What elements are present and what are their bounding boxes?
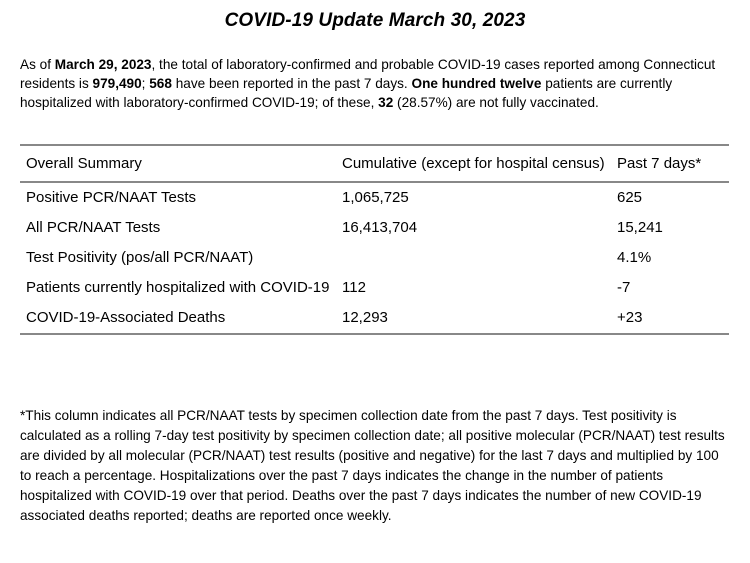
cumulative-value: 16,413,704 bbox=[342, 219, 418, 236]
cumulative-value bbox=[336, 243, 611, 273]
past-7-days-value: 625 bbox=[617, 189, 643, 206]
intro-text: patients are currently hospitalized with laboratory-confirmed COVID-19; of these, bbox=[20, 76, 673, 110]
cumulative-value: 1,065,725 bbox=[342, 189, 409, 206]
column-header-past-7-days: Past 7 days* bbox=[617, 155, 702, 172]
row-label: Patients currently hospitalized with COVID-19 bbox=[26, 279, 330, 296]
table-row bbox=[20, 273, 729, 303]
past-7-days-value: 15,241 bbox=[617, 219, 663, 236]
intro-text: As of bbox=[20, 57, 55, 72]
table-row bbox=[20, 213, 729, 243]
intro-paragraph bbox=[20, 55, 720, 112]
row-label: COVID-19-Associated Deaths bbox=[26, 309, 226, 326]
intro-text: ; bbox=[141, 76, 150, 91]
page-title: COVID-19 Update March 30, 2023 bbox=[224, 10, 526, 31]
hospitalized-count: One hundred twelve bbox=[411, 76, 542, 91]
past-7-days-value: -7 bbox=[617, 279, 631, 296]
table-row bbox=[20, 182, 729, 213]
not-vaccinated-count: 32 bbox=[378, 95, 394, 110]
intro-text: have been reported in the past 7 days. bbox=[171, 76, 412, 91]
column-header-cumulative: Cumulative (except for hospital census) bbox=[342, 155, 605, 172]
row-label: Test Positivity (pos/all PCR/NAAT) bbox=[26, 249, 254, 266]
report-date: March 29, 2023 bbox=[54, 57, 152, 72]
past-7-days-value: +23 bbox=[617, 309, 643, 326]
summary-table bbox=[20, 144, 729, 335]
cumulative-value: 112 bbox=[342, 279, 366, 296]
table-row bbox=[20, 303, 729, 334]
intro-text: (28.57%) are not fully vaccinated. bbox=[393, 95, 599, 110]
row-label: Positive PCR/NAAT Tests bbox=[26, 189, 197, 206]
table-header-row bbox=[20, 145, 729, 182]
cumulative-value: 12,293 bbox=[342, 309, 388, 326]
column-header-summary: Overall Summary bbox=[26, 155, 142, 172]
intro-text: , the total of laboratory-confirmed and probable COVID-19 cases reported among Connecticut residents is bbox=[20, 57, 716, 91]
total-cases: 979,490 bbox=[92, 76, 142, 91]
row-label: All PCR/NAAT Tests bbox=[26, 219, 161, 236]
cases-past-7-days: 568 bbox=[149, 76, 172, 91]
table-row bbox=[20, 243, 729, 273]
footnote: *This column indicates all PCR/NAAT tests by specimen collection date from the past 7 days. Test positivity is calculated as a rolling 7-day test positivity by specimen collection date; all positive molecular (PCR/NAAT) test results are divided by all molecular (PCR/NAAT) test results (positive and negative) for the last 7 days and multiplied by 100 to reach a percentage. Hospitalizations over the past 7 days indicates the change in the number of patients hospitalized with COVID-19 over that period. Deaths over the past 7 days indicates the number of new COVID-19 associated deaths reported; deaths are reported once weekly. bbox=[20, 408, 725, 523]
past-7-days-value: 4.1% bbox=[617, 249, 652, 266]
